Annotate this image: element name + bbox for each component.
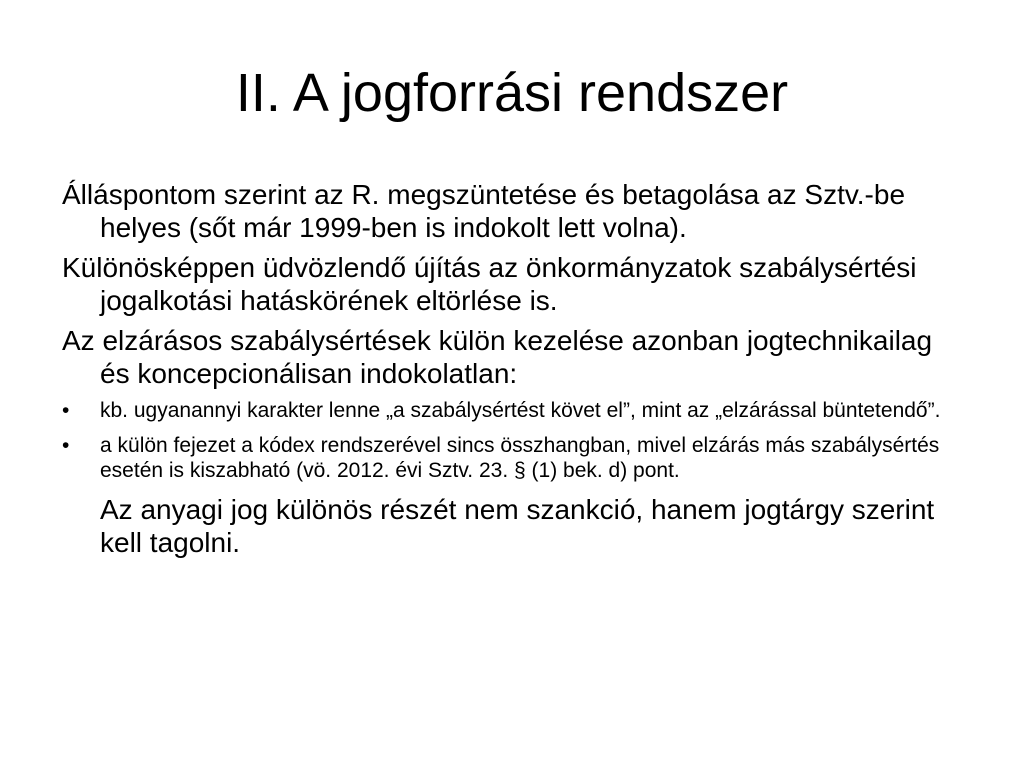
bullet-text: a külön fejezet a kódex rendszerével sincs összhangban, mivel elzárás más szabálysértés esetén is kiszabható (vö. 2012. évi Sztv. 23. § (1) bek. d) pont. — [100, 434, 940, 482]
bullet-icon: • — [62, 434, 70, 457]
paragraph-position: Álláspontom szerint az R. megszüntetése és betagolása az Sztv.-be helyes (sőt már 1999-ben is indokolt lett volna). — [62, 179, 906, 243]
slide-title: II. A jogforrási rendszer — [235, 63, 789, 123]
bullet-item — [62, 398, 962, 423]
paragraph-innovation: Különösképpen üdvözlendő újítás az önkormányzatok szabálysértési jogalkotási hatáskörének eltörlése is. — [62, 252, 917, 316]
paragraph-detention: Az elzárásos szabálysértések külön kezelése azonban jogtechnikailag és koncepcionálisan indokolatlan: — [62, 325, 933, 389]
slide-body — [62, 178, 962, 559]
bullet-item — [62, 433, 962, 483]
bullet-text: kb. ugyanannyi karakter lenne „a szabálysértést követ el”, mint az „elzárással büntetendő”. — [100, 399, 941, 422]
closing-statement: Az anyagi jog különös részét nem szankció, hanem jogtárgy szerint kell tagolni. — [100, 494, 935, 558]
bullet-icon: • — [62, 399, 70, 422]
